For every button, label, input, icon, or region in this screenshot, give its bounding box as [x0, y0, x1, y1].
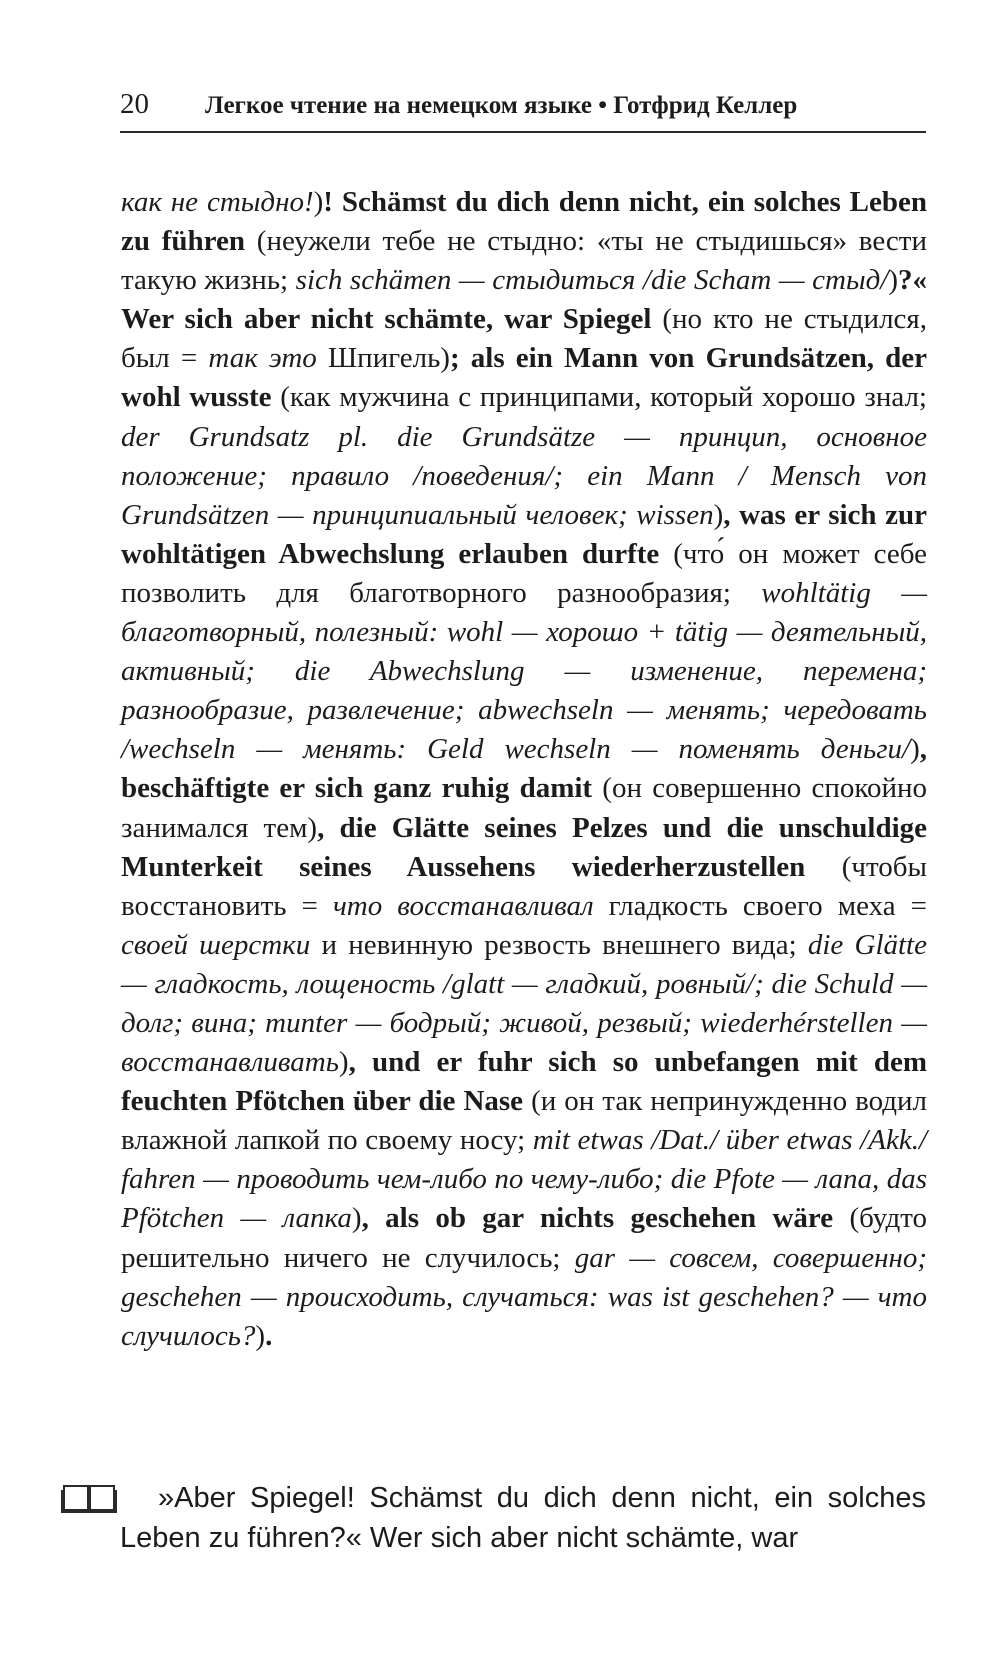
gloss-segment: (и он так непринужденно водил влажной лапкой по своему носу; — [121, 1085, 927, 1157]
gloss-segment: своей шерстки — [121, 928, 311, 961]
page-number: 20 — [120, 88, 149, 120]
reading-text — [120, 1478, 926, 1558]
gloss-segment: так это — [208, 342, 317, 375]
gloss-segment: , beschäftigte er sich ganz ruhig damit — [121, 733, 927, 805]
gloss-segment: гладкость своего меха = — [593, 889, 927, 922]
gloss-segment: ! Schämst du dich denn nicht, ein solches Leben zu führen — [121, 186, 927, 258]
gloss-segment: (неужели тебе не стыдно: «ты не стыдишься» вести такую жизнь; — [121, 225, 927, 297]
gloss-segment: mit etwas /Dat./ über etwas /Akk./ fahren — проводить чем-либо по чему-либо; die Pfote — лапа, das Pfötchen — лапка — [121, 1124, 928, 1235]
gloss-segment: (но кто не стыдился, был = — [121, 303, 928, 375]
gloss-segment: , was er sich zur wohltätigen Abwechslung erlauben durfte — [121, 498, 927, 570]
reading-sentence: »Aber Spiegel! Schämst du dich denn nicht, ein solches Leben zu führen?« Wer sich aber nicht schämte, war — [120, 1482, 926, 1554]
gloss-segment: ; als ein Mann von Grundsätzen, der wohl wusste — [121, 342, 927, 414]
gloss-segment: ) — [910, 733, 920, 766]
gloss-segment: sich schämen — стыдиться /die Scham — стыд/ — [295, 264, 889, 297]
running-title: Легкое чтение на немецком языке • Готфрид Келлер — [205, 92, 798, 119]
gloss-segment: что восстанавливал — [332, 889, 594, 922]
gloss-segment: (что́ он может себе позволить для благотворного разнообразия; — [121, 537, 927, 609]
gloss-segment: ) — [313, 186, 324, 218]
gloss-segment: и невинную резвость внешнего вида; — [310, 928, 808, 961]
gloss-segment: ) — [255, 1319, 266, 1352]
gloss-segment: ) — [351, 1202, 362, 1235]
page-header — [120, 88, 926, 133]
gloss-segment: как не стыдно! — [121, 186, 314, 218]
gloss-segment: wohltätig — благотворный, полезный: wohl — хорошо + tätig — деятельный, активный; die Abwechslung — изменение, перемена; разнообразие, развлечение; abwechseln — менять; чередовать /wechseln — менять: Geld wechseln — поменять деньги/ — [121, 576, 927, 766]
gloss-segment: ?« Wer sich aber nicht schämte, war Spiegel — [121, 264, 928, 336]
gloss-segment: , und er fuhr sich so unbefangen mit dem feuchten Pfötchen über die Nase — [121, 1046, 927, 1118]
gloss-segment: ) — [338, 1046, 349, 1079]
gloss-segment: , als ob gar nichts geschehen wäre — [361, 1202, 834, 1235]
gloss-segment: (чтобы восстановить = — [121, 850, 927, 922]
reading-block — [60, 1478, 926, 1558]
gloss-segment: , die Glätte seines Pelzes und die unschuldige Munterkeit seines Aussehens wiederherzustellen — [121, 811, 927, 883]
gloss-segment: ) — [888, 264, 899, 297]
gloss-paragraph — [121, 183, 927, 1356]
gloss-segment: (как мужчина с принципами, который хорошо знал; — [271, 381, 927, 414]
open-book-icon — [60, 1480, 118, 1514]
gloss-segment: ) — [713, 498, 724, 531]
gloss-segment: (он совершенно спокойно занимался тем) — [121, 772, 927, 844]
gloss-segment: die Glätte — гладкость, лощеность /glatt — гладкий, ровный/; die Schuld — долг; вина; munter — бодрый; живой, резвый; wiederhérstellen — восстанавливать — [121, 928, 927, 1079]
gloss-segment: Шпигель) — [316, 342, 450, 375]
gloss-segment: . — [265, 1319, 273, 1352]
gloss-segment: der Grundsatz pl. die Grundsätze — принцип, основное положение; правило /поведения/; ein Mann / Mensch von Grundsätzen — принципиальный человек; wissen — [121, 420, 927, 531]
gloss-segment: (будто решительно ничего не случилось; — [121, 1202, 927, 1274]
gloss-segment: gar — совсем, совершенно; geschehen — происходить, случаться: was ist geschehen? — что случилось? — [121, 1241, 927, 1352]
